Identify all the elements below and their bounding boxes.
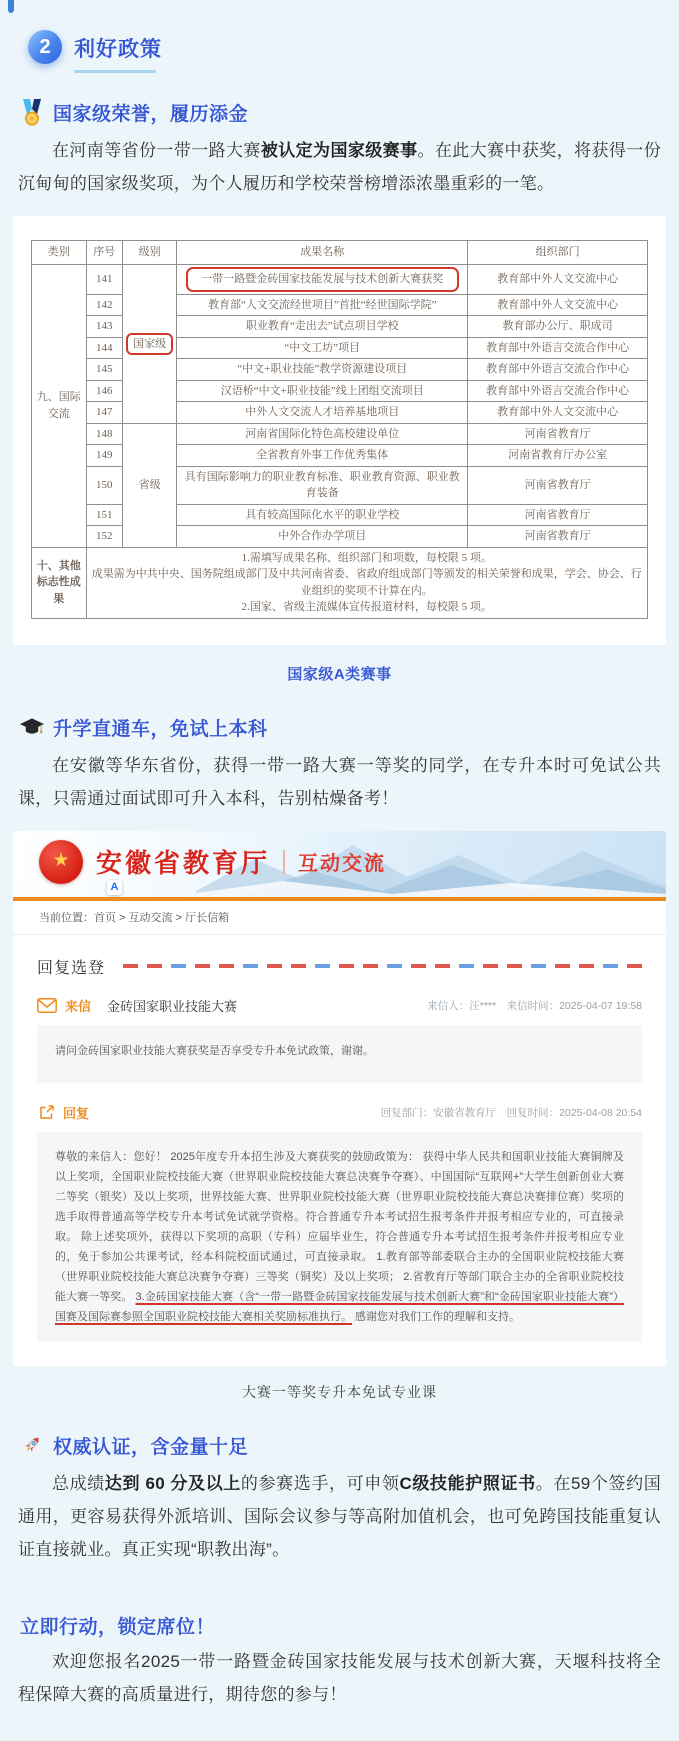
table-cell: 146 — [86, 380, 122, 402]
reply-row — [37, 1103, 642, 1122]
accessibility-chip: A — [107, 880, 122, 895]
section-title-underline — [74, 70, 156, 73]
table-cell: 河南省教育厅办公室 — [468, 445, 648, 467]
cta-title: 立即行动，锁定席位！ — [20, 1616, 216, 1638]
reply-board-title: 回复选登 — [37, 959, 106, 977]
table-cell: 河南省教育厅 — [468, 526, 648, 548]
table-header-cell: 序号 — [86, 241, 122, 265]
table-caption: 国家级A类赛事 — [287, 665, 392, 683]
section-number-badge: 2 — [28, 30, 62, 64]
table-cell: 教育部中外人文交流中心 — [468, 265, 648, 295]
letter-label: 来信 — [65, 998, 92, 1014]
table-row — [32, 265, 648, 295]
text-segment: 尊敬的来信人：您好！ 2025年度专升本招生涉及大赛获奖的鼓励政策为： 获得中华人民共和国职业技能大赛铜牌及以上奖项，全国职业院校技能大赛（世界职业院校技能大赛总决赛争夺赛）、中国国际“互联网+”大学生创新创业大赛二等奖（银奖）及以上奖项，世界技能大赛、世界职业院校技能大赛（世界职业院校技能大赛总决赛排位赛）奖项的选手取得普通高等学校专升本考试免试就学资格。符合普通专升本考试招生报考条件并报考相应专业的，可直接录取。 除上述奖项外，获得以下奖项的高职（专科）应届毕业生，符合普通专升本考试招生报考条件并报考相应专业的，免于参加公共课考试，经本科院校面试通过，可直接录取。 1.教育部等部委联合主办的全国职业院校技能大赛（世界职业院校技能大赛总决赛争夺赛）三等奖（铜奖）及以上奖项； 2.省教育厅等部门联合主办的全省职业院校技能大赛一等奖。 — [55, 1150, 624, 1303]
text-segment: 达到 60 分及以上 — [104, 1473, 241, 1493]
cert-title: 权威认证，含金量十足 — [53, 1436, 249, 1458]
table-cell: “中文工坊”项目 — [177, 337, 468, 359]
dashed-divider — [123, 964, 642, 968]
letter-meta: 来信人：汪**** 来信时间：2025-04-07 19:58 — [427, 999, 642, 1012]
table-header-cell: 级别 — [122, 241, 177, 265]
text-segment: 欢迎您报名2025一带一路暨金砖国家技能发展与技术创新大赛，天堰科技将全程保障大赛的高质量进行，期待您的参与！ — [18, 1651, 661, 1704]
table-cell: 具有较高国际化水平的职业学校 — [177, 504, 468, 526]
reply-board-header — [37, 955, 642, 978]
table-note-line: 1.需填写成果名称、组织部门和项数，每校限 5 项。 — [241, 551, 492, 564]
ranking-table-head-row — [32, 241, 648, 265]
upgrade-paragraph — [18, 749, 661, 815]
table-row — [32, 423, 648, 445]
table-cell: “中文+职业技能”教学资源建设项目 — [177, 359, 468, 381]
table-cell: 九、国际交流 — [32, 265, 87, 548]
gov-banner — [13, 831, 666, 897]
text-segment: 。在此大赛中获奖，将获得一份沉甸甸的国家级奖项，为个人履历和学校荣誉榜增添浓墨重彩的一笔。 — [18, 141, 662, 193]
reply-icon — [37, 1104, 55, 1121]
text-segment: C级技能护照证书 — [399, 1473, 536, 1493]
table-cell: 教育部中外人文交流中心 — [468, 294, 648, 316]
honor-paragraph — [18, 134, 661, 200]
ranking-table — [31, 240, 648, 619]
table-note-line: 成果需为中共中央、国务院组成部门及中共河南省委、省政府组成部门等颁发的相关荣誉和成果，学会、协会、行业组织的奖项不计算在内。 — [91, 568, 642, 597]
reply-content-box — [37, 1132, 642, 1342]
ranking-table-panel — [13, 216, 666, 645]
table-cell: 省级 — [122, 423, 177, 547]
banner-divider — [283, 850, 285, 874]
section-title: 利好政策 — [74, 38, 162, 61]
table-cell: 144 — [86, 337, 122, 359]
reply-meta: 回复部门：安徽省教育厅 回复时间：2025-04-08 20:54 — [380, 1106, 642, 1119]
text-segment: 。在59个签约国通用，更容易获得外派培训、国际会议参与等高附加值机会，也可免跨国技能重复认证直接就业。真正实现“职教出海”。 — [18, 1473, 661, 1559]
gov-content — [13, 935, 666, 1342]
graduation-cap-icon — [20, 714, 44, 740]
table-cell: 教育部“人文交流经世项目”首批“经世国际学院” — [177, 294, 468, 316]
table-cell: 150 — [86, 466, 122, 504]
table-cell: 河南省教育厅 — [468, 423, 648, 445]
text-segment: 在河南等省份一带一路大赛 — [52, 141, 261, 160]
honor-title: 国家级荣誉，履历添金 — [53, 104, 249, 125]
table-cell: 河南省国际化特色高校建设单位 — [177, 423, 468, 445]
national-emblem — [39, 840, 83, 884]
text-segment: 总成绩 — [52, 1473, 105, 1493]
table-cell: 教育部中外语言交流合作中心 — [468, 337, 648, 359]
breadcrumb: 当前位置：首页 > 互动交流 > 厅长信箱 — [13, 901, 666, 935]
competition-highlight: 一带一路暨金砖国家技能发展与技术创新大赛获奖 — [186, 267, 458, 292]
table-cell: 全省教育外事工作优秀集体 — [177, 445, 468, 467]
agency-name: 安徽省教育厅 — [96, 848, 271, 878]
table-cell — [177, 265, 468, 295]
table-cell: 141 — [86, 265, 122, 295]
table-cell: 143 — [86, 316, 122, 338]
table-cell — [122, 265, 177, 424]
table-cell: 教育部办公厅、职成司 — [468, 316, 648, 338]
table-cell: 汉语桥“中文+职业技能”线上团组交流项目 — [177, 380, 468, 402]
table-cell: 教育部中外语言交流合作中心 — [468, 359, 648, 381]
table-footer-row — [32, 547, 648, 618]
text-segment: 在安徽等华东省份，获得一带一路大赛一等奖的同学，在专升本时可免试公共课，只需通过面试即可升入本科，告别枯燥备考！ — [18, 755, 661, 808]
cert-paragraph — [18, 1467, 661, 1566]
cert-heading — [20, 1432, 661, 1459]
table-cell: 152 — [86, 526, 122, 548]
table-cell: 中外人文交流人才培养基地项目 — [177, 402, 468, 424]
upgrade-title: 升学直通车，免试上本科 — [53, 718, 268, 740]
section-header — [28, 30, 661, 73]
honor-heading — [20, 99, 661, 126]
table-header-cell: 类别 — [32, 241, 87, 265]
emblem-star: ★ — [52, 850, 70, 871]
corner-accent — [8, 0, 14, 13]
table-cell — [86, 547, 647, 618]
table-cell: 145 — [86, 359, 122, 381]
letter-content-box: 请问金砖国家职业技能大赛获奖是否享受专升本免试政策，谢谢。 — [37, 1025, 642, 1083]
gov-site-panel — [13, 831, 666, 1366]
ranking-table-body — [32, 265, 648, 619]
text-segment: 被认定为国家级赛事 — [260, 141, 418, 160]
table-header-cell: 成果名称 — [177, 241, 468, 265]
table-cell: 149 — [86, 445, 122, 467]
table-cell: 河南省教育厅 — [468, 466, 648, 504]
letter-title: 金砖国家职业技能大赛 — [107, 998, 238, 1014]
letter-row — [37, 996, 642, 1015]
table-header-cell: 组织部门 — [468, 241, 648, 265]
text-segment: 3.金砖国家技能大赛（含“一带一路暨金砖国家技能发展与技术创新大赛”和“金砖国家职业技能大赛”）国赛及国际赛参照全国职业院校技能大赛相关奖励标准执行。 — [55, 1290, 625, 1323]
table-cell: 职业教育“走出去”试点项目学校 — [177, 316, 468, 338]
text-segment: 感谢您对我们工作的理解和支持。 — [352, 1310, 521, 1323]
table-cell: 148 — [86, 423, 122, 445]
table-cell: 具有国际影响力的职业教育标准、职业教育资源、职业教育装备 — [177, 466, 468, 504]
table-cell: 河南省教育厅 — [468, 504, 648, 526]
reply-label: 回复 — [63, 1105, 90, 1121]
rocket-icon — [20, 1432, 44, 1458]
cta-paragraph — [18, 1645, 661, 1711]
national-level-highlight: 国家级 — [126, 333, 173, 356]
table-cell: 中外合作办学项目 — [177, 526, 468, 548]
table-cell: 十、其他标志性成果 — [32, 547, 87, 618]
table-cell: 教育部中外人文交流中心 — [468, 402, 648, 424]
medal-icon — [20, 100, 44, 126]
banner-section-label: 互动交流 — [298, 853, 387, 875]
envelope-icon — [37, 997, 57, 1013]
gov-caption: 大赛一等奖专升本免试专业课 — [242, 1383, 437, 1400]
table-cell: 教育部中外语言交流合作中心 — [468, 380, 648, 402]
table-cell: 142 — [86, 294, 122, 316]
text-segment: 的参赛选手，可申领 — [240, 1473, 400, 1493]
upgrade-heading — [20, 714, 661, 741]
table-cell: 147 — [86, 402, 122, 424]
table-note-line: 2.国家、省级主流媒体宣传报道材料，每校限 5 项。 — [241, 601, 492, 613]
table-cell: 151 — [86, 504, 122, 526]
